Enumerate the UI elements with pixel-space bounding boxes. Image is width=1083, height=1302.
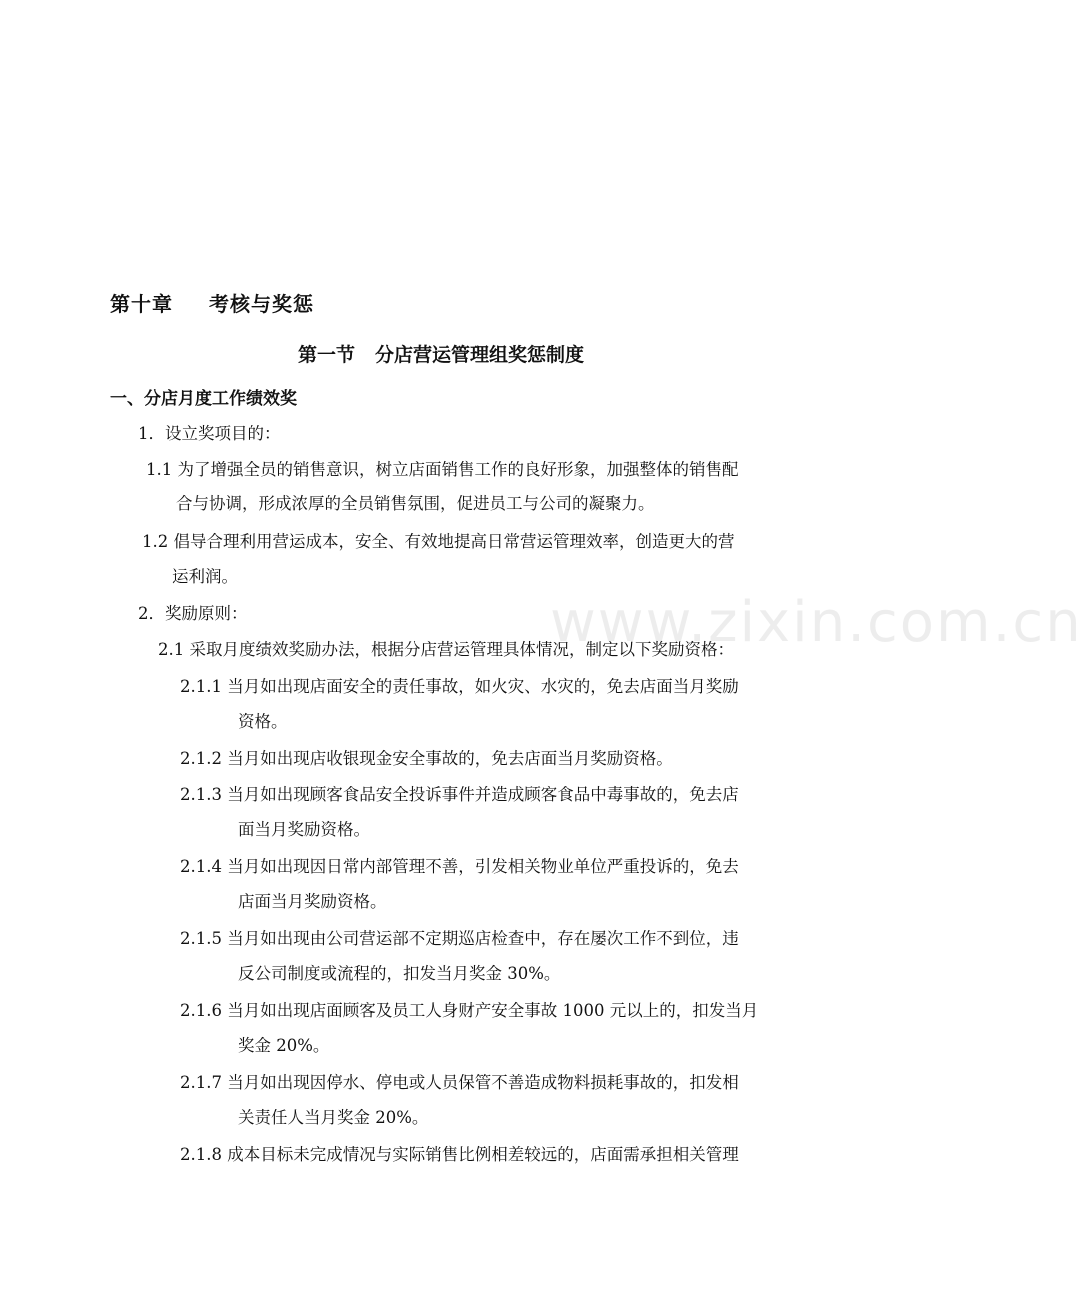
- paragraph-line: 运利润。: [172, 567, 238, 586]
- paragraph-line: 奖金 20%。: [238, 1036, 330, 1055]
- section-title: 分店营运管理组奖惩制度: [375, 344, 585, 366]
- paragraph-line: 2.1.1 当月如出现店面安全的责任事故，如火灾、水灾的，免去店面当月奖励: [180, 677, 739, 696]
- paragraph-line: 1.1 为了增强全员的销售意识，树立店面销售工作的良好形象，加强整体的销售配: [146, 460, 739, 479]
- chapter-number: 第十章: [110, 292, 173, 316]
- paragraph-line: 2.1.3 当月如出现顾客食品安全投诉事件并造成顾客食品中毒事故的，免去店: [180, 785, 739, 804]
- paragraph-line: 2．奖励原则：: [138, 604, 248, 623]
- paragraph-line: 店面当月奖励资格。: [238, 892, 387, 911]
- paragraph-line: 资格。: [238, 712, 288, 731]
- paragraph-line: 2.1.7 当月如出现因停水、停电或人员保管不善造成物料损耗事故的，扣发相: [180, 1073, 739, 1092]
- paragraph-line: 1．设立奖项目的：: [138, 424, 281, 443]
- chapter-heading: [110, 288, 314, 317]
- paragraph-line: 2.1.8 成本目标未完成情况与实际销售比例相差较远的，店面需承担相关管理: [180, 1145, 739, 1164]
- paragraph-line: 关责任人当月奖金 20%。: [238, 1108, 429, 1127]
- paragraph-line: 1.2 倡导合理利用营运成本，安全、有效地提高日常营运管理效率，创造更大的营: [142, 532, 735, 551]
- section-number: 第一节: [298, 344, 356, 366]
- section-heading: [298, 340, 584, 367]
- subheading: 一、分店月度工作绩效奖: [110, 389, 297, 409]
- paragraph-line: 合与协调，形成浓厚的全员销售氛围，促进员工与公司的凝聚力。: [176, 494, 655, 513]
- paragraph-line: 面当月奖励资格。: [238, 820, 370, 839]
- paragraph-line: 2.1 采取月度绩效奖励办法，根据分店营运管理具体情况，制定以下奖励资格：: [158, 640, 734, 659]
- watermark: www.zixin.com.cn: [550, 590, 1083, 655]
- paragraph-line: 反公司制度或流程的，扣发当月奖金 30%。: [238, 964, 561, 983]
- paragraph-line: 2.1.2 当月如出现店收银现金安全事故的，免去店面当月奖励资格。: [180, 749, 673, 768]
- paragraph-line: 2.1.5 当月如出现由公司营运部不定期巡店检查中，存在屡次工作不到位，违: [180, 929, 739, 948]
- paragraph-line: 2.1.4 当月如出现因日常内部管理不善，引发相关物业单位严重投诉的，免去: [180, 857, 739, 876]
- chapter-title: 考核与奖惩: [209, 292, 314, 316]
- paragraph-line: 2.1.6 当月如出现店面顾客及员工人身财产安全事故 1000 元以上的，扣发当月: [180, 1001, 759, 1020]
